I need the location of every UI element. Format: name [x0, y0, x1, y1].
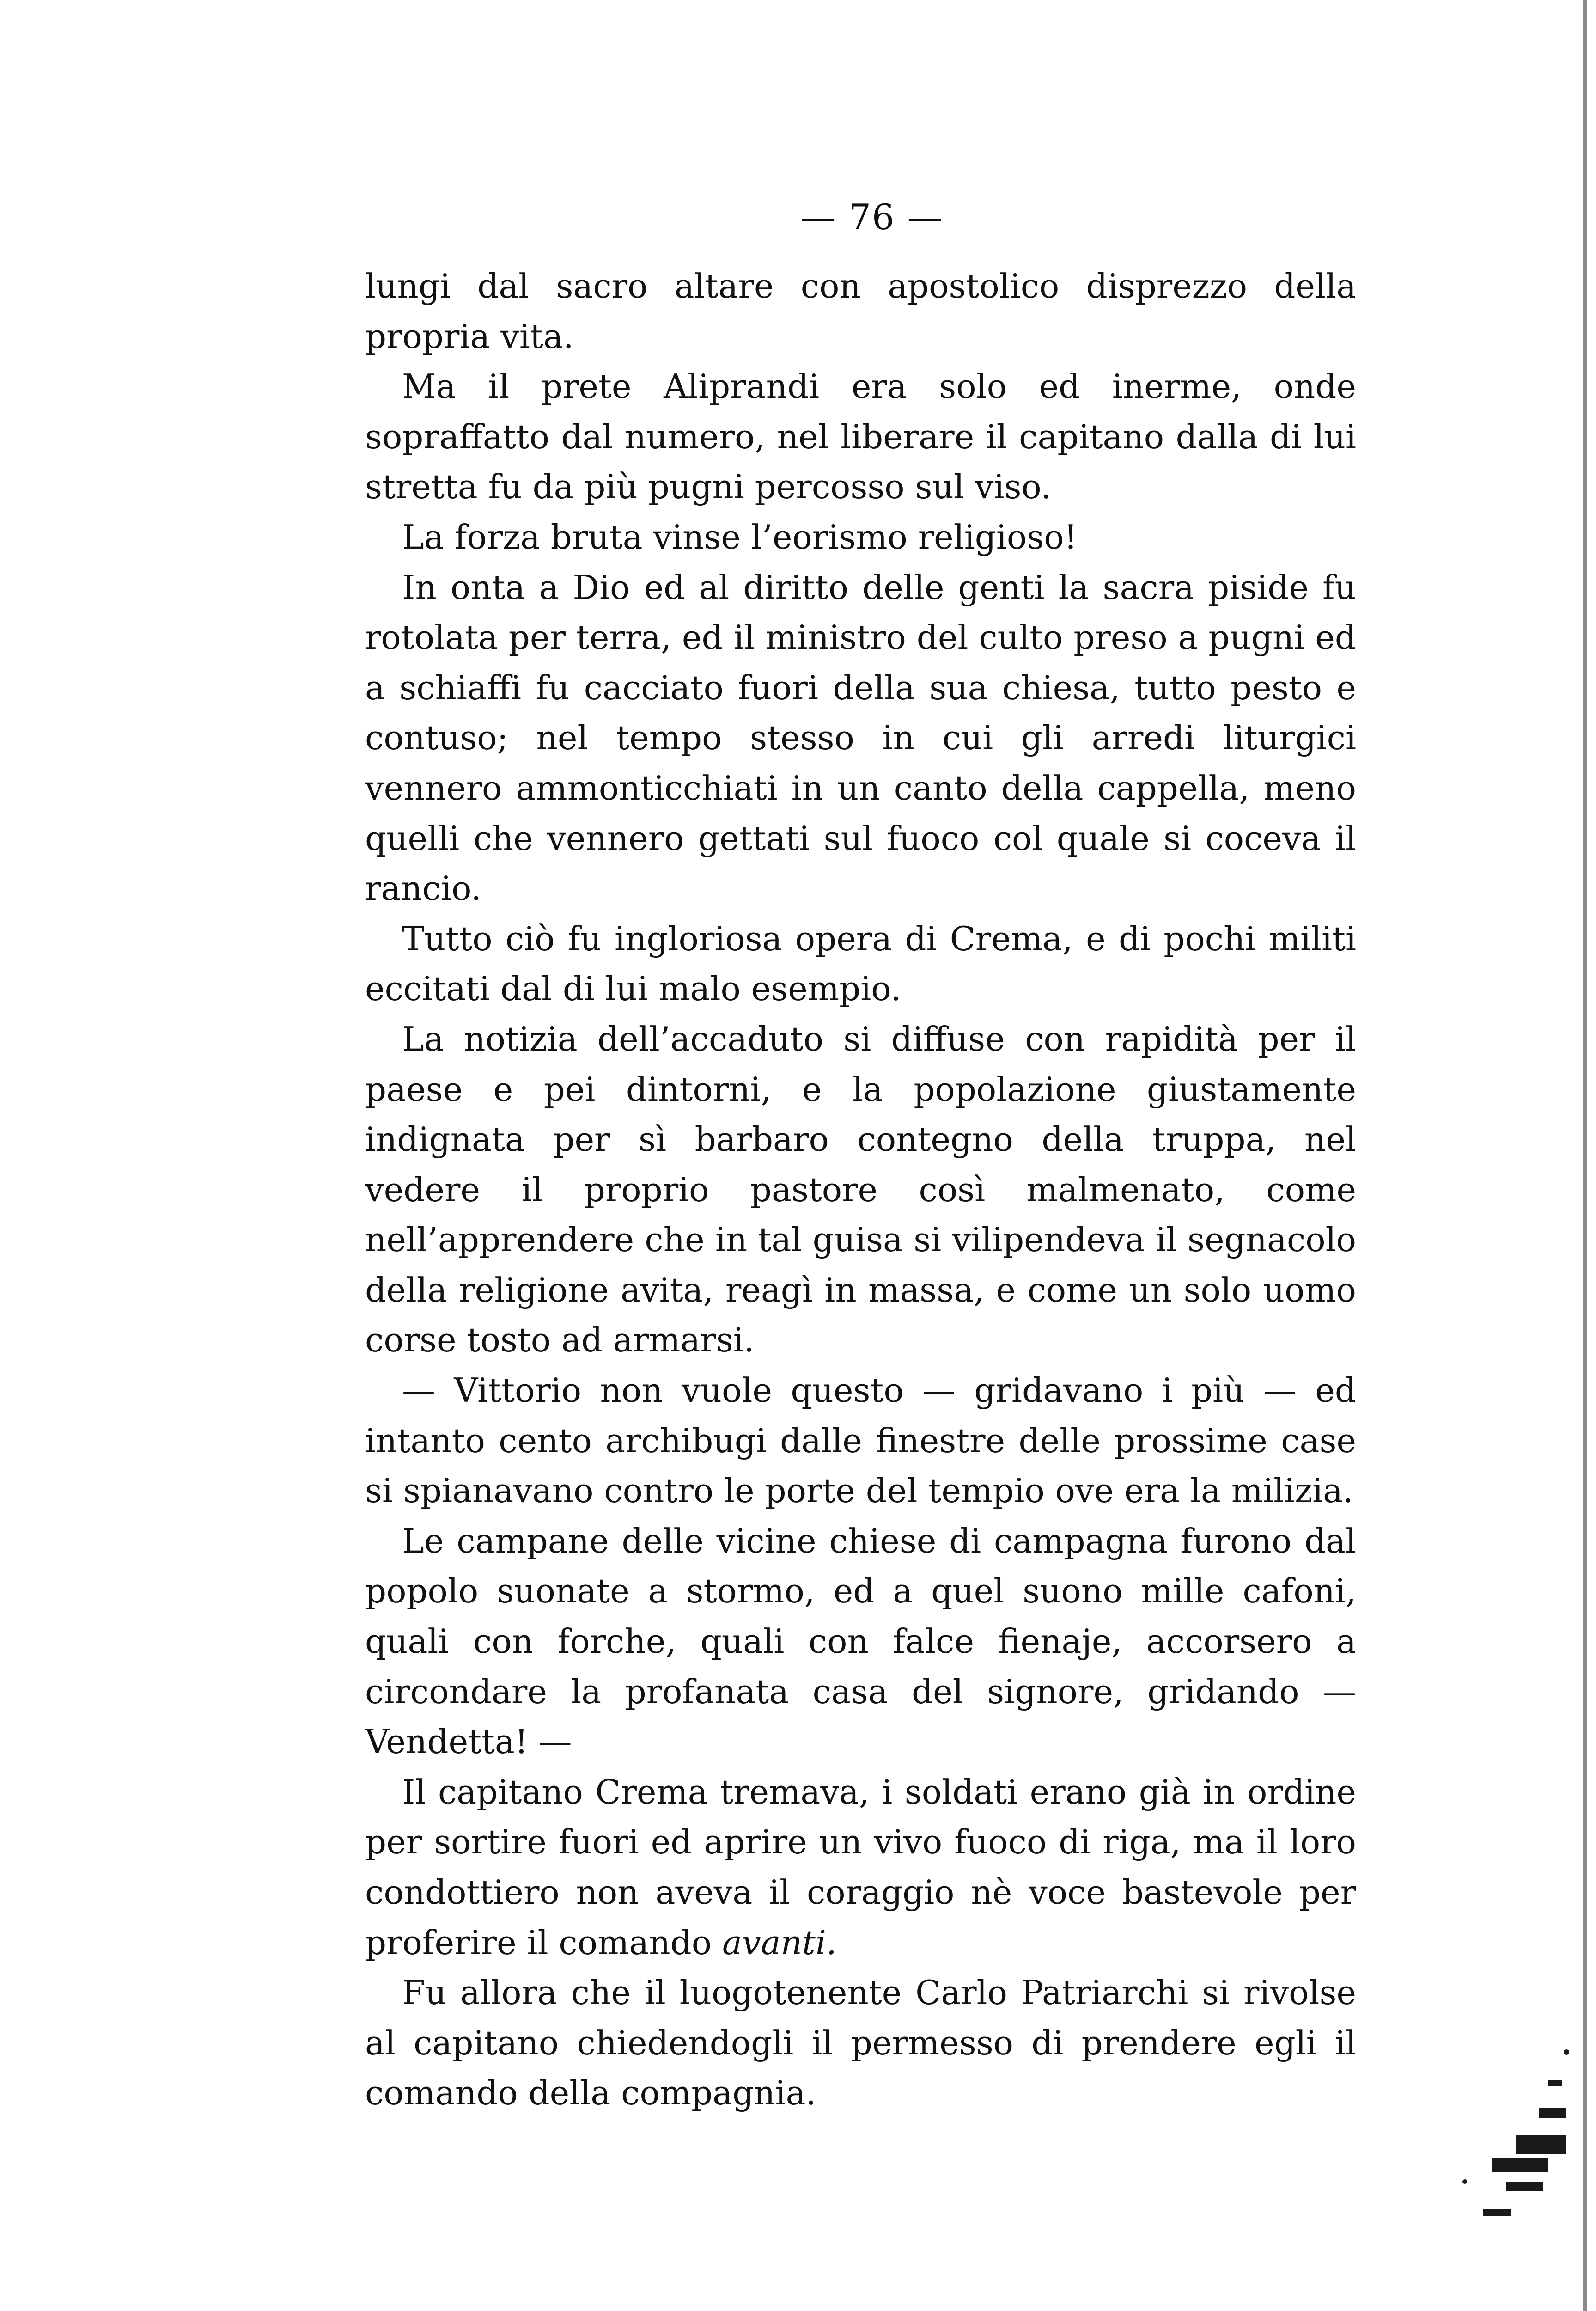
- paragraph-7: — Vittorio non vuole questo — gridavano i più — ed intanto cento archibugi dalle finestre delle prossime case si spianavano contro le porte del tempio ove era la milizia.: [365, 1371, 1356, 1510]
- paragraph-3: La forza bruta vinse l’eorismo religioso!: [402, 517, 1078, 556]
- paragraph-10: Fu allora che il luogotenente Carlo Patriarchi si rivolse al capitano chiedendogli il permesso di prendere egli il comando della compagnia.: [365, 1973, 1356, 2113]
- page-number: — 76 —: [800, 196, 944, 238]
- paragraph-1: lungi dal sacro altare con apostolico disprezzo della propria vita.: [365, 267, 1356, 356]
- paragraph-4: In onta a Dio ed al diritto delle genti la sacra piside fu rotolata per terra, ed il ministro del culto preso a pugni ed a schiaffi fu cacciato fuori della sua chiesa, tutto pesto e contuso; nel tempo stesso in cui gli arredi liturgici vennero ammonticchiati in un canto della cappella, meno quelli che vennero gettati sul fuoco col quale si coceva il rancio.: [365, 568, 1356, 908]
- paragraph-6: La notizia dell’accaduto si diffuse con rapidità per il paese e pei dintorni, e la popolazione giustamente indignata per sì barbaro contegno della truppa, nel vedere il proprio pastore così malmenato, come nell’apprendere che in tal guisa si vilipendeva il segnacolo della religione avita, reagì in massa, e come un solo uomo corse tosto ad armarsi.: [365, 1019, 1356, 1360]
- page-edge-line: [1583, 0, 1587, 2311]
- page-body: [365, 261, 1356, 2118]
- scan-noise-specks: [1400, 2043, 1585, 2311]
- italic-word: avanti.: [722, 1923, 837, 1962]
- paragraph-5: Tutto ciò fu ingloriosa opera di Crema, e di pochi militi eccitati dal di lui malo esempio.: [365, 919, 1356, 1009]
- paragraph-9-text: Il capitano Crema tremava, i soldati erano già in ordine per sortire fuori ed aprire un vivo fuoco di riga, ma il loro condottiero non aveva il coraggio nè voce bastevole per proferire il comando: [365, 1772, 1356, 1962]
- paragraph-9: [365, 1767, 1356, 1968]
- paragraph-8: Le campane delle vicine chiese di campagna furono dal popolo suonate a stormo, ed a quel suono mille cafoni, quali con forche, quali con falce fienaje, accorsero a circondare la profanata casa del signore, gridando — Vendetta! —: [365, 1521, 1356, 1761]
- paragraph-2: Ma il prete Aliprandi era solo ed inerme, onde sopraffatto dal numero, nel liberare il capitano dalla di lui stretta fu da più pugni percosso sul viso.: [365, 367, 1356, 507]
